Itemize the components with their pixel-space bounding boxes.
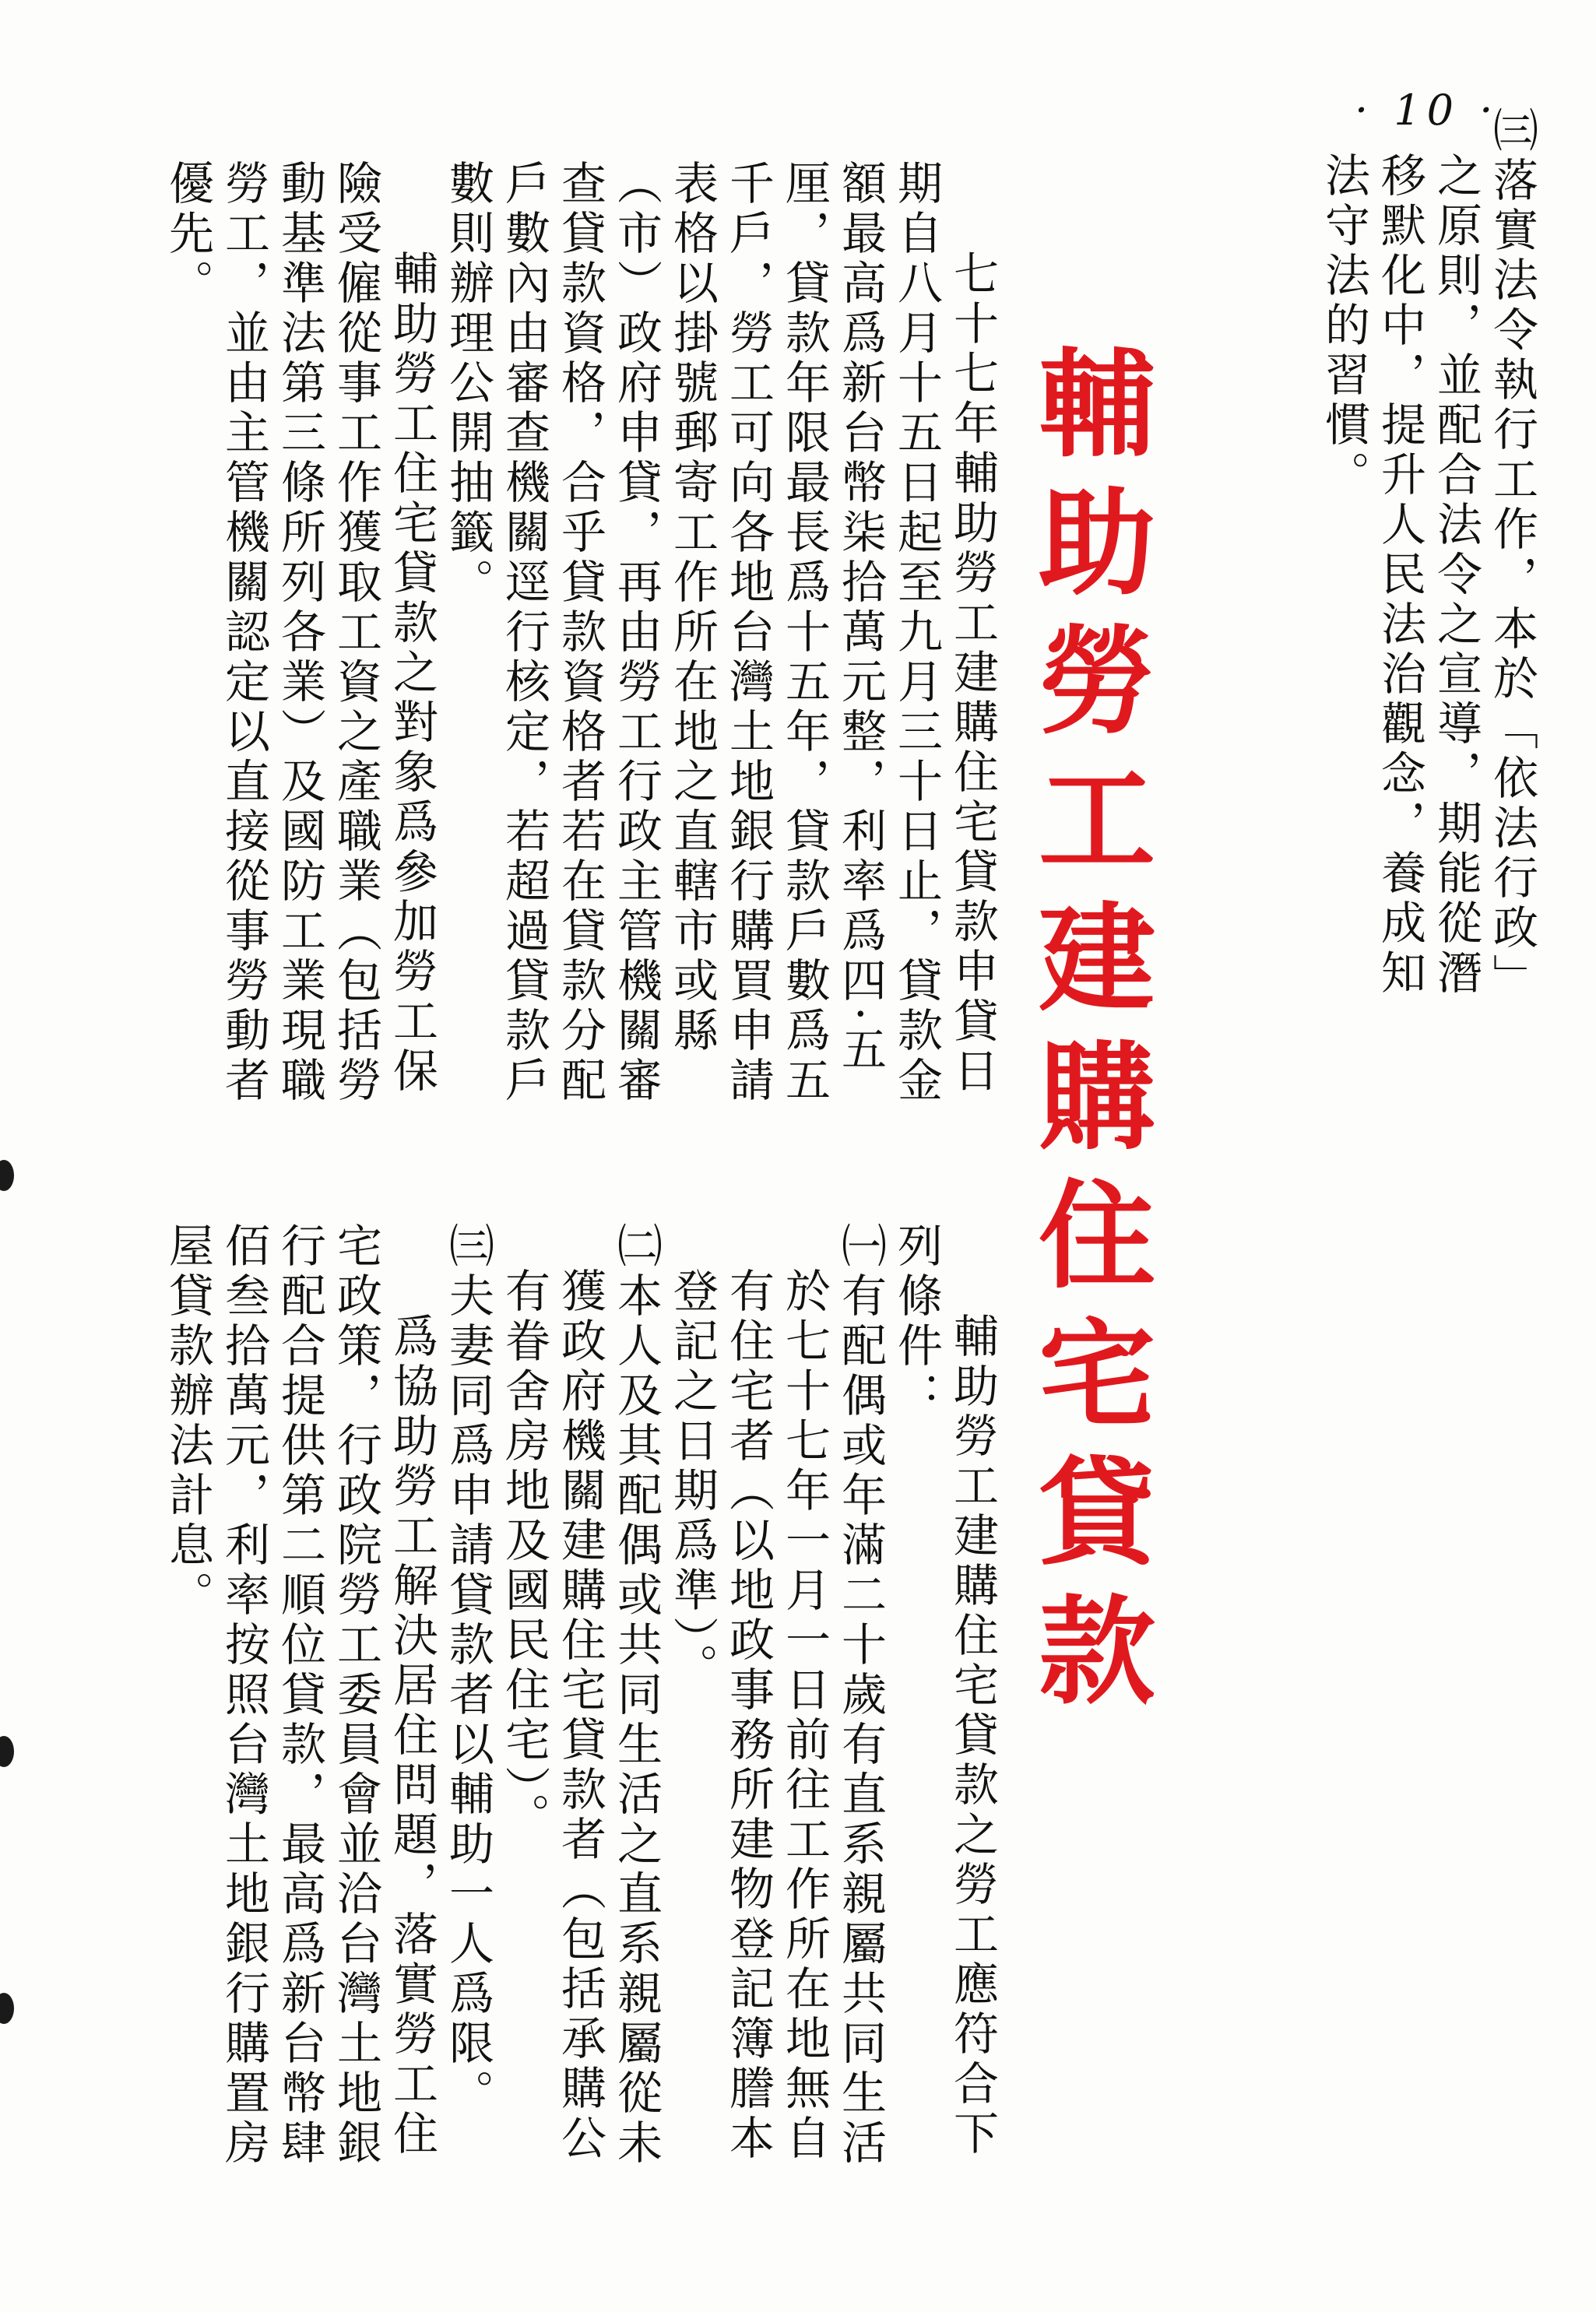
punch-hole-mark <box>0 1160 14 1191</box>
paragraph-1: 七十七年輔助勞工建購住宅貸款申貸日期自八月十五日起至九月三十日止，貸款金額最高爲新台幣柒拾萬元整，利率爲四·五厘，貸款年限最長爲十五年，貸款戶數爲五千戶，勞工可向各地台灣土地銀行購買申請表格以掛號郵寄工作所在地之直轄市或縣（市）政府申貸，再由勞工行政主管機關審查貸款資格，合乎貸款資格者若在貸款分配戶數內由審查機關逕行核定，若超過貸款戶數則辦理公開抽籤。 <box>441 160 999 1106</box>
condition-3: ㈢夫妻同爲申請貸款者以輔助一人爲限。 <box>441 1222 494 2119</box>
condition-1: ㈠有配偶或年滿二十歲有直系親屬共同生活於七十七年一月一日前往工作所在地無自有住宅者（以地政事務所建物登記簿謄本登記之日期爲準）。 <box>666 1222 887 2169</box>
paragraph-4: 爲協助勞工解決居住問題，落實勞工住宅政策，行政院勞工委員會並洽台灣土地銀行配合提供第二順位貸款，最高爲新台幣肆佰叁拾萬元，利率按照台灣土地銀行購置房屋貸款辦法計息。 <box>161 1222 438 2169</box>
page-number: · 10 · <box>1355 86 1499 135</box>
article-lower-block <box>160 1222 1000 2187</box>
article-title: 輔助勞工建購住宅貸款 <box>1018 343 1154 1728</box>
punch-hole-mark <box>0 1736 14 1767</box>
paragraph-2: 輔助勞工住宅貸款之對象爲參加勞工保險受僱從事工作獲取工資之產職業（包括勞動基準法第三條所列各業）及國防工業現職勞工，並由主管機關認定以直接從事勞動者優先。 <box>161 160 438 1106</box>
paragraph-3: 輔助勞工建購住宅貸款之勞工應符合下列條件： <box>890 1222 999 2159</box>
condition-2: ㈡本人及其配偶或共同生活之直系親屬從未獲政府機關建購住宅貸款者（包括承購公有眷舍房地及國民住宅）。 <box>497 1222 663 2169</box>
article-upper-block <box>160 160 1000 1140</box>
prev-item-3-text: ㈢落實法令執行工作，本於「依法行政」之原則，並配合法令之宣導，期能從潛移默化中，提升人民法治觀念，養成知法守法的習慣。 <box>1317 107 1538 1003</box>
punch-hole-mark <box>0 1993 14 2024</box>
